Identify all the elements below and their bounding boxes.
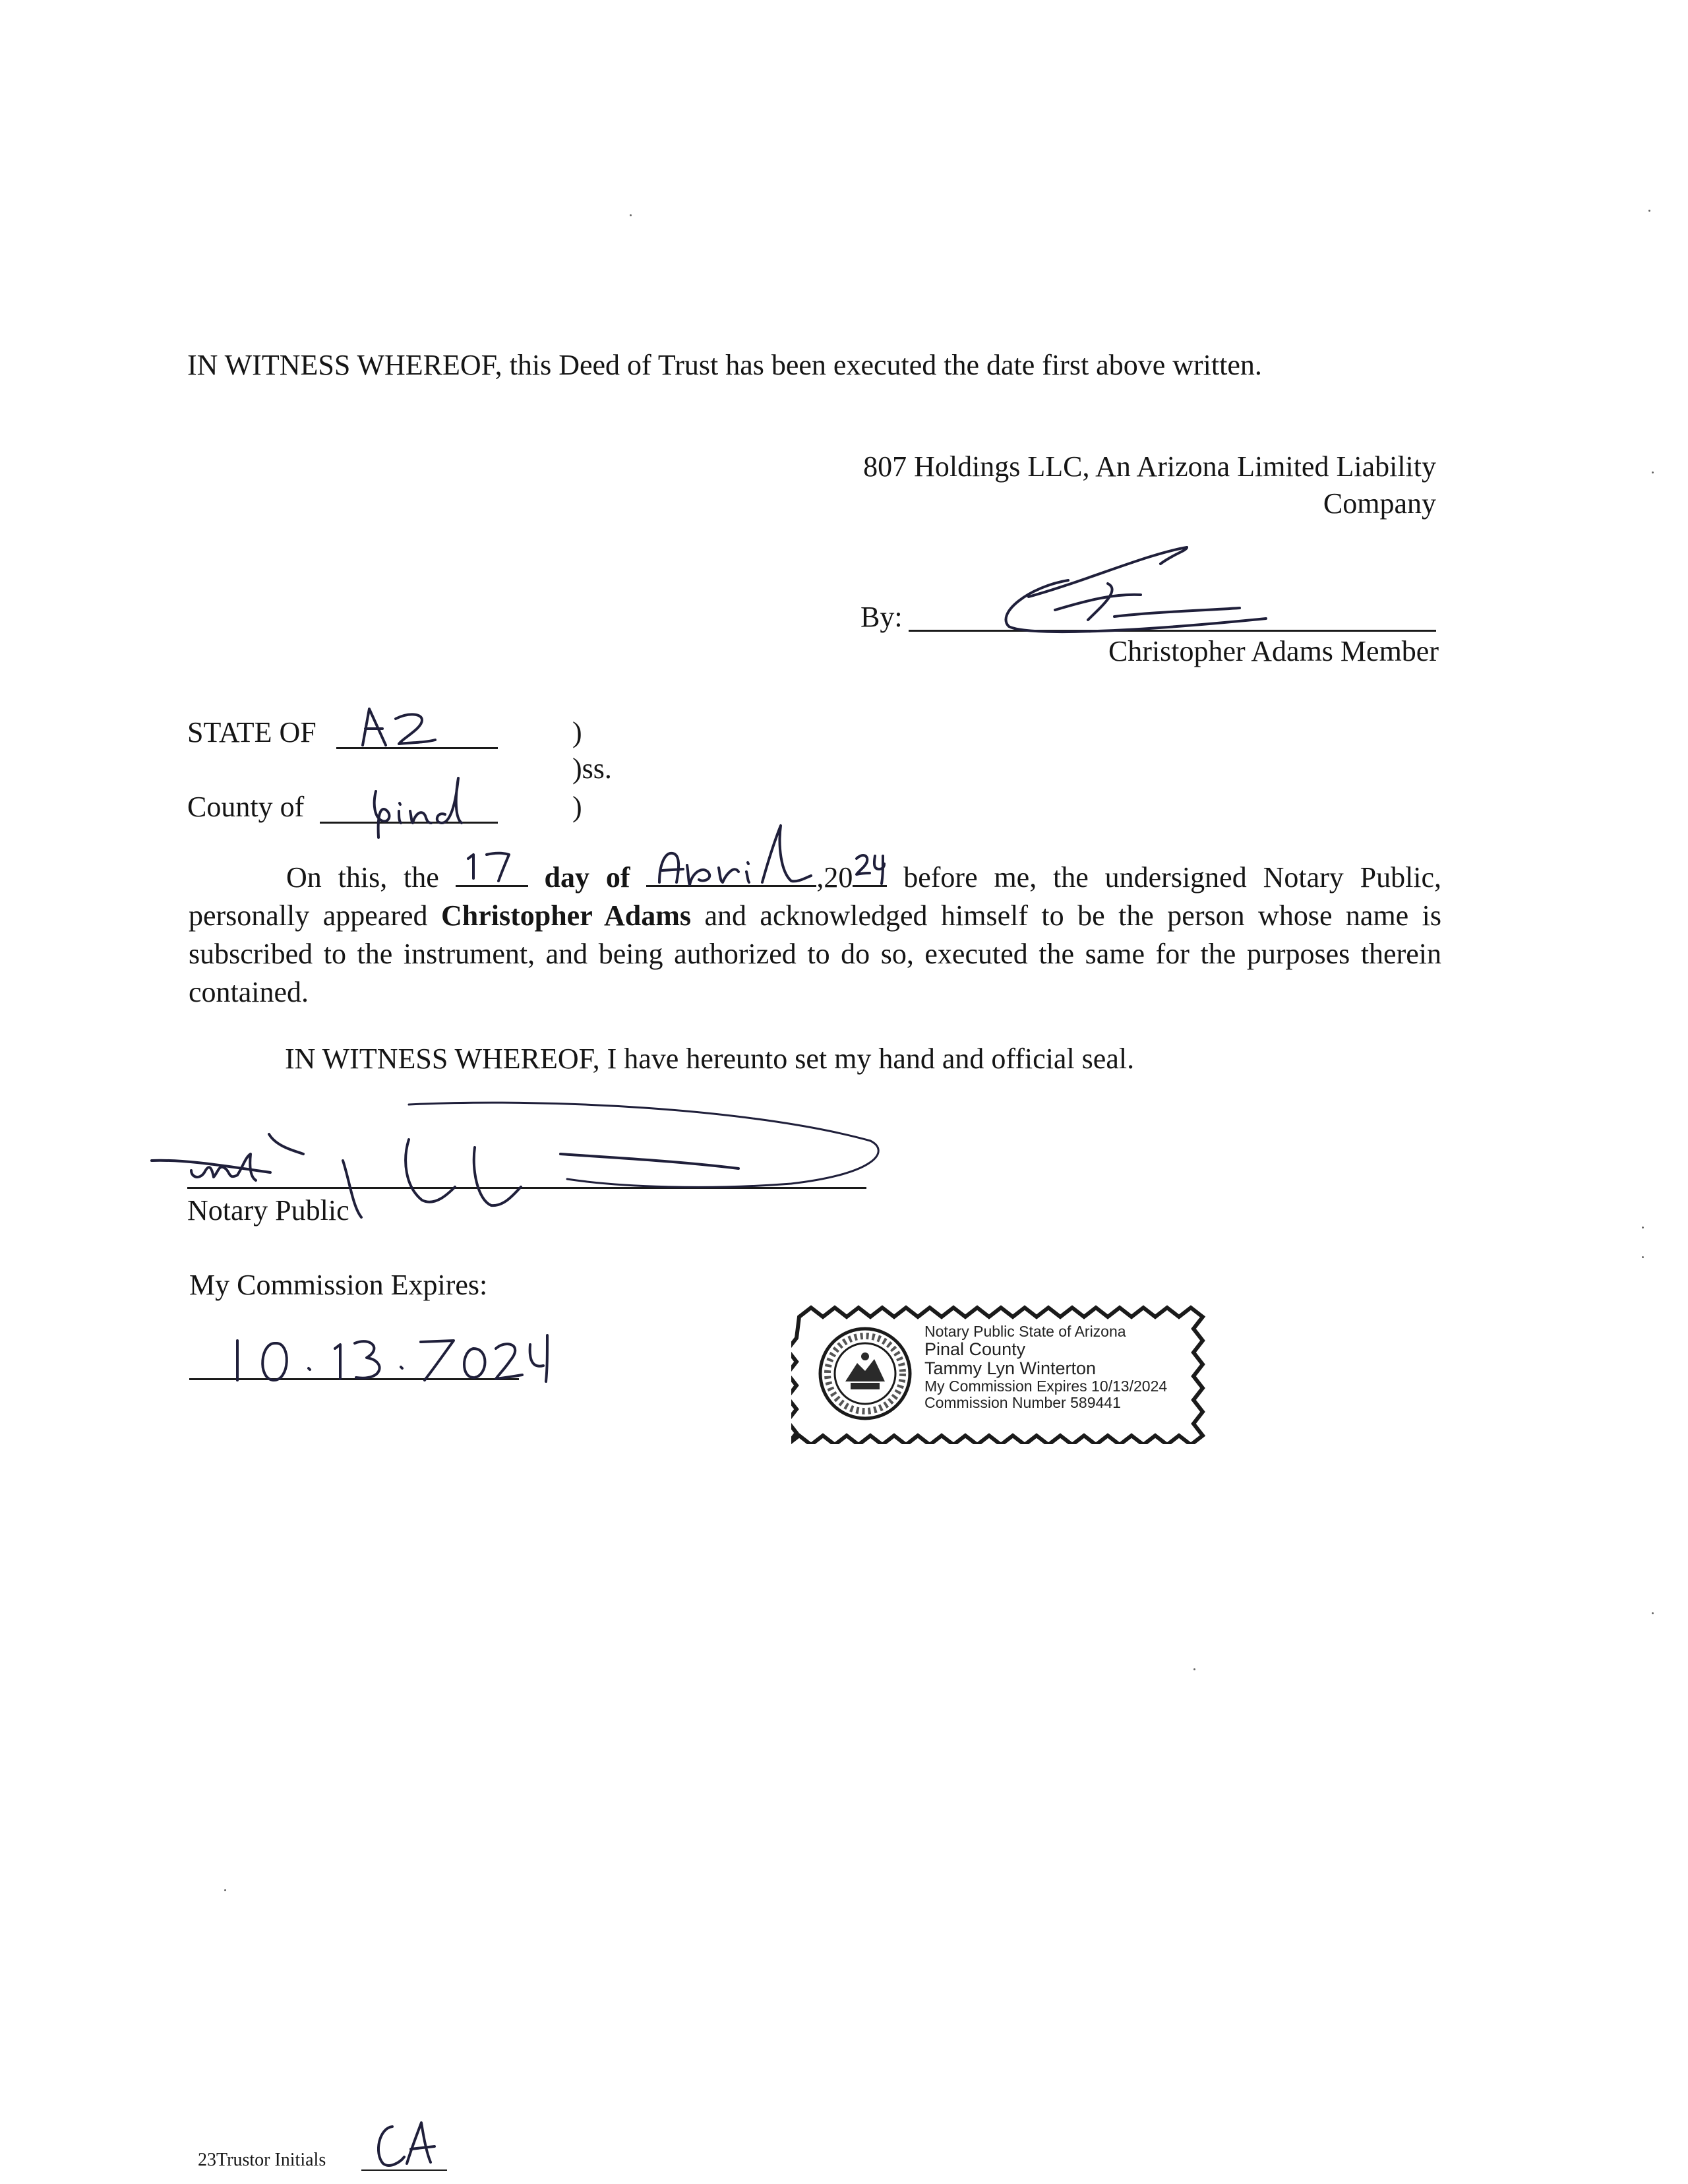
- ss-label: )ss.: [572, 752, 612, 785]
- page-number: 23: [198, 2150, 216, 2170]
- commission-date-handwriting: [191, 1322, 560, 1388]
- stamp-text: [924, 1323, 1167, 1411]
- county-handwriting: [363, 765, 495, 844]
- scan-speck: [630, 214, 632, 216]
- state-label: STATE OF: [187, 716, 316, 748]
- scan-speck: [1642, 1256, 1644, 1258]
- arizona-seal-icon: [820, 1329, 910, 1418]
- witness-statement: IN WITNESS WHEREOF, this Deed of Trust has been executed the date first above written.: [187, 349, 1262, 381]
- scan-speck: [1648, 210, 1650, 212]
- before-me-text: before me, the undersigned Notary Public,: [903, 861, 1442, 894]
- stamp-line3: Tammy Lyn Winterton: [924, 1358, 1097, 1378]
- year-blank: [853, 859, 887, 887]
- footer: [198, 2150, 326, 2171]
- notary-public-label: Notary Public: [187, 1194, 349, 1227]
- stamp-line1: Notary Public State of Arizona: [924, 1323, 1126, 1340]
- on-this-text: On this, the: [286, 861, 439, 894]
- personally-appeared-text: personally appeared: [189, 899, 428, 932]
- year-handwriting: [853, 849, 887, 886]
- day-blank: [456, 859, 528, 887]
- scan-speck: [224, 1889, 226, 1891]
- scan-speck: [1652, 471, 1654, 473]
- trustor-initials-handwriting: [366, 2113, 445, 2173]
- day-of-text: day of: [544, 861, 630, 894]
- trustor-initials-label: Trustor Initials: [216, 2150, 326, 2170]
- month-blank: [646, 859, 816, 887]
- acknowledgment-paragraph: [189, 859, 1441, 1012]
- stamp-line5: Commission Number 589441: [924, 1394, 1121, 1411]
- scan-speck: [1642, 1227, 1644, 1228]
- month-handwriting: [646, 819, 816, 888]
- acknowledgment-rest: and acknowledged himself to be the person whose name is subscribed to the instrument, and being authorized to do so, executed the same for the purposes therein contained.: [189, 899, 1442, 1008]
- county-label: County of: [187, 791, 305, 823]
- by-label: By:: [860, 601, 903, 633]
- signer-name: Christopher Adams Member: [1108, 635, 1439, 667]
- company-name-line2: Company: [1323, 487, 1436, 520]
- notary-witness-statement: IN WITNESS WHEREOF, I have hereunto set my hand and official seal.: [285, 1043, 1135, 1075]
- member-signature: [989, 534, 1292, 640]
- year-prefix: ,20: [816, 861, 853, 894]
- state-handwriting: [349, 699, 448, 752]
- day-handwriting: [459, 844, 525, 888]
- company-name-line1: 807 Holdings LLC, An Arizona Limited Liability: [863, 450, 1436, 483]
- commission-expires-label: My Commission Expires:: [189, 1269, 488, 1301]
- scan-speck: [1193, 1668, 1195, 1670]
- stamp-line2: Pinal County: [924, 1339, 1026, 1359]
- paren-1: ): [572, 716, 582, 748]
- appearer-name: Christopher Adams: [440, 899, 691, 932]
- paren-3: ): [572, 791, 582, 823]
- scan-speck: [1652, 1612, 1654, 1614]
- stamp-line4: My Commission Expires 10/13/2024: [924, 1378, 1168, 1395]
